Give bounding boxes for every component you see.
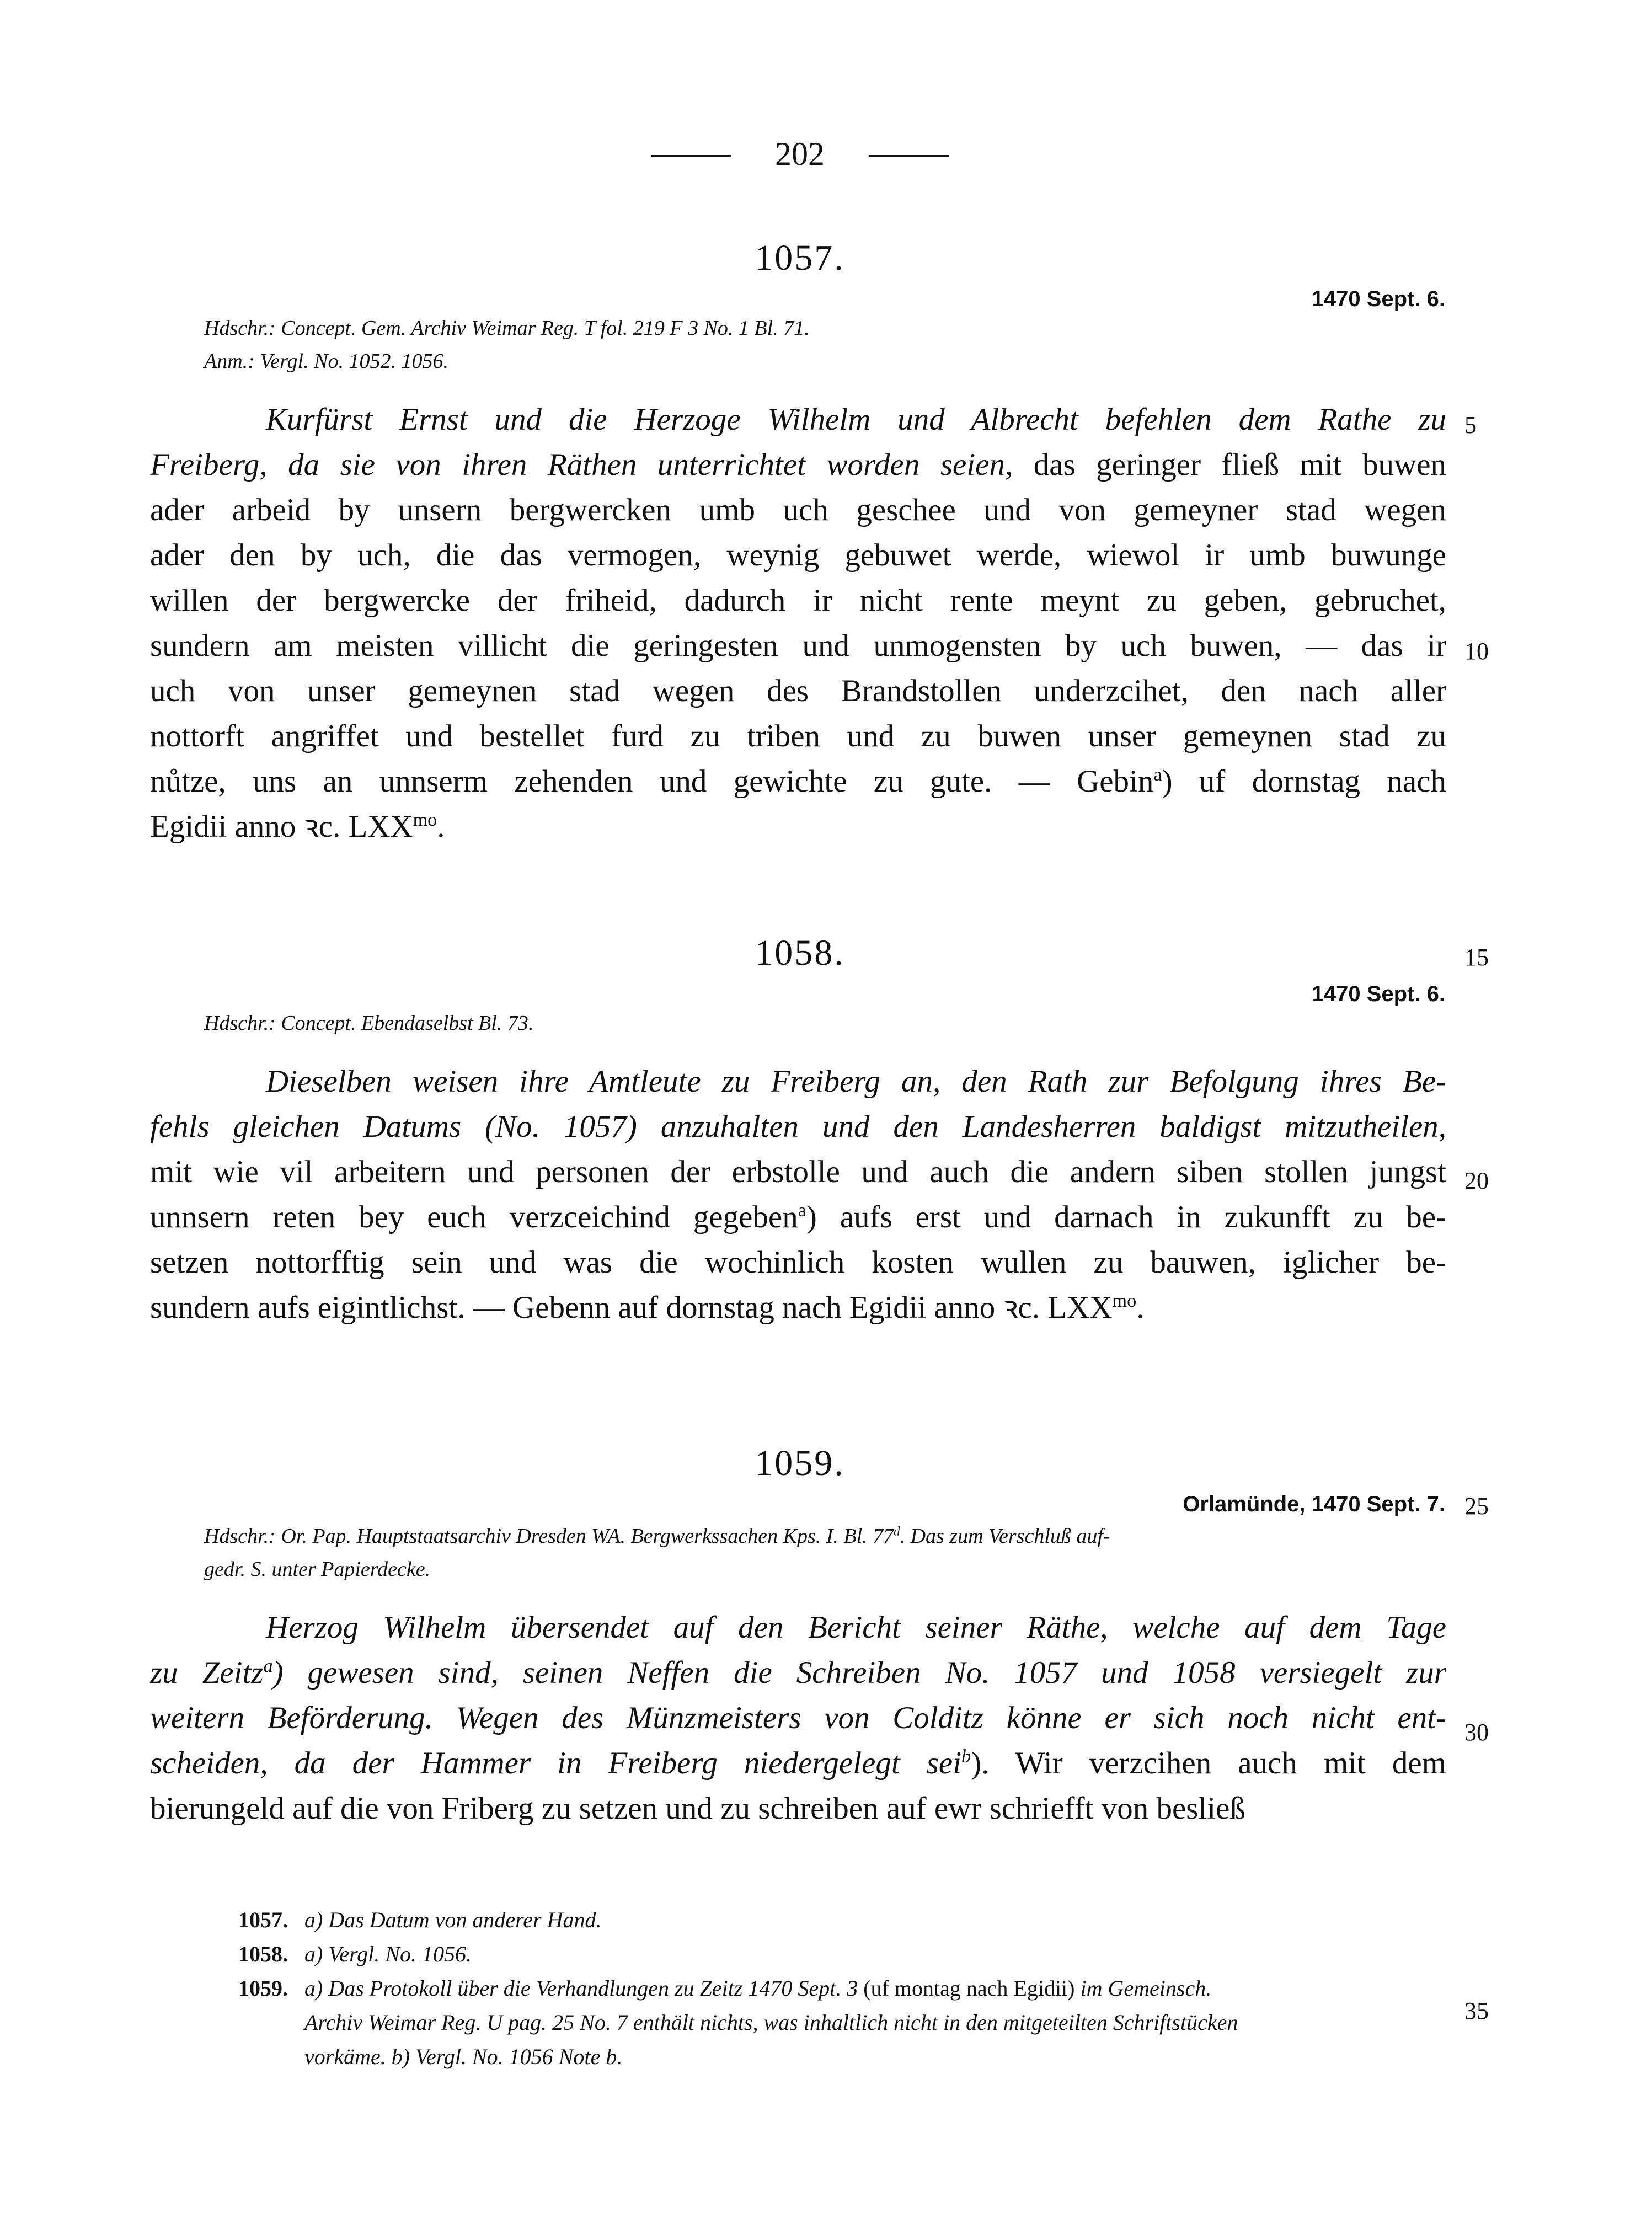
text-span: ) uf dornstag nach	[1162, 764, 1446, 799]
text-span: scheiden, da der Hammer in Freiberg niedergelegt sei	[150, 1746, 962, 1781]
text-line: weitern Beförderung. Wegen des Münzmeisters von Colditz könne er sich noch nicht ent-	[150, 1701, 1446, 1735]
entry-number-1059: 1059.	[755, 1443, 845, 1483]
footnote-key: 1057.	[238, 1907, 288, 1932]
text-line: sundern am meisten villicht die geringesten und unmogensten by uch buwen, — das ir	[150, 628, 1446, 663]
text-span: ). Wir verzcihen auch mit dem	[971, 1746, 1447, 1781]
source-1057	[204, 312, 1462, 378]
footnote-marker: a	[263, 1656, 273, 1676]
entry-number-1057: 1057.	[755, 238, 845, 278]
text-line: uch von unser gemeynen stad wegen des Brandstollen underzcihet, den nach aller	[150, 673, 1446, 708]
footnote-key: 1059.	[238, 1976, 288, 2001]
footnotes	[238, 1903, 1479, 2074]
body-1057	[150, 397, 1446, 849]
source-1059	[204, 1520, 1462, 1586]
source-line: Hdschr.: Concept. Ebendaselbst Bl. 73.	[204, 1012, 534, 1035]
line-number: 20	[1464, 1167, 1489, 1194]
superscript: mo	[1112, 1291, 1137, 1311]
text-line: ader den by uch, die das vermogen, weynig gebuwet werde, wiewol ir umb buwunge	[150, 538, 1446, 573]
text-line: fehls gleichen Datums (No. 1057) anzuhalten und den Landesherren baldigst mitzutheilen,	[150, 1109, 1446, 1144]
text-span: sundern aufs eigintlichst. — Gebenn auf dornstag nach Egidii anno ꝛc. LXX	[150, 1290, 1113, 1325]
text-line: Kurfürst Ernst und die Herzoge Wilhelm und Albrecht befehlen dem Rathe zu	[266, 402, 1446, 437]
text-span: .	[437, 809, 445, 844]
entry-date-1058: 1470 Sept. 6.	[1311, 982, 1445, 1006]
footnote-text: a) Vergl. No. 1056.	[304, 1942, 472, 1966]
text-span: . Das zum Verschluß auf-	[900, 1525, 1110, 1548]
page-number: 202	[775, 136, 825, 172]
italic-span: Freiberg, da sie von ihren Räthen unterrichtet worden seien,	[150, 447, 1013, 482]
line-number: 25	[1464, 1493, 1489, 1520]
source-1058	[204, 1007, 1462, 1040]
footnote-continuation: Archiv Weimar Reg. U pag. 25 No. 7 enthält nichts, was inhaltlich nicht in den mitgeteilten Schriftstücken	[304, 2010, 1238, 2035]
footnote-1058	[238, 1937, 1479, 1971]
text-line: Herzog Wilhelm übersendet auf den Bericht seiner Räthe, welche auf dem Tage	[266, 1610, 1446, 1645]
text-span: unnsern reten bey euch verzceichind gegeben	[150, 1200, 798, 1234]
text-span: zu Zeitz	[150, 1655, 264, 1690]
footnote-text: a) Das Datum von anderer Hand.	[304, 1907, 602, 1932]
text-span: das geringer fließ mit buwen	[1013, 447, 1446, 482]
text-span: nůtze, uns an unnserm zehenden und gewichte zu gute. — Gebin	[150, 764, 1154, 799]
entry-number-1058: 1058.	[755, 933, 845, 973]
superscript: d	[894, 1524, 900, 1538]
body-1058	[150, 1059, 1446, 1330]
text-span: ) gewesen sind, seinen Neffen die Schreiben No. 1057 und 1058 versiegelt zur	[272, 1655, 1446, 1690]
header-rule-left	[651, 155, 731, 157]
text-line: Dieselben weisen ihre Amtleute zu Freiberg an, den Rath zur Befolgung ihres Be-	[266, 1064, 1446, 1099]
header-rule-right	[869, 155, 949, 157]
source-line: Anm.: Vergl. No. 1052. 1056.	[204, 350, 448, 373]
footnote-marker: b	[961, 1746, 971, 1767]
entry-date-1059: Orlamünde, 1470 Sept. 7.	[1183, 1492, 1445, 1516]
text-line: mit wie vil arbeitern und personen der erbstolle und auch die andern siben stollen jungst	[150, 1154, 1446, 1189]
source-line: gedr. S. unter Papierdecke.	[204, 1558, 431, 1581]
footnote-1057	[238, 1903, 1479, 1937]
footnote-text: im Gemeinsch.	[1080, 1976, 1212, 2001]
text-line: setzen nottorfftig sein und was die wochinlich kosten wullen zu bauwen, iglicher be-	[150, 1245, 1446, 1280]
text-span: .	[1136, 1290, 1145, 1325]
text-line	[150, 1741, 1446, 1786]
footnote-text: (uf montag nach Egidii)	[863, 1976, 1075, 2001]
text-span: Egidii anno ꝛc. LXX	[150, 809, 413, 844]
line-number: 10	[1464, 638, 1489, 665]
text-line: bierungeld auf die von Friberg zu setzen und zu schreiben auf ewr schriefft von besließ	[150, 1791, 1245, 1826]
footnote-1059	[238, 1971, 1479, 2006]
text-line: willen der bergwercke der friheid, dadurch ir nicht rente meynt zu geben, gebruchet,	[150, 583, 1446, 618]
footnote-marker: a	[1153, 765, 1162, 785]
text-line	[150, 1285, 1446, 1330]
footnote-text: a) Das Protokoll über die Verhandlungen zu Zeitz 1470 Sept. 3	[304, 1976, 858, 2001]
footnote-key: 1058.	[238, 1942, 288, 1966]
line-number: 35	[1464, 1997, 1489, 2024]
page-header	[651, 135, 949, 173]
text-span: ) aufs erst und darnach in zukunfft zu be-	[806, 1200, 1446, 1234]
source-line	[204, 1520, 1462, 1553]
superscript: mo	[413, 810, 437, 830]
text-line	[150, 1650, 1446, 1696]
body-1059	[150, 1605, 1446, 1831]
line-number: 30	[1464, 1719, 1489, 1746]
text-line: ader arbeid by unsern bergwercken umb uch geschee und von gemeyner stad wegen	[150, 493, 1446, 527]
text-line	[150, 1195, 1446, 1240]
text-line	[150, 804, 1446, 849]
source-line: Hdschr.: Concept. Gem. Archiv Weimar Reg. T fol. 219 F 3 No. 1 Bl. 71.	[204, 317, 810, 340]
text-line: nottorft angriffet und bestellet furd zu triben und zu buwen unser gemeynen stad zu	[150, 719, 1446, 753]
line-number: 15	[1464, 944, 1489, 971]
footnote-marker: a	[798, 1200, 806, 1221]
text-span: Hdschr.: Or. Pap. Hauptstaatsarchiv Dresden WA. Bergwerkssachen Kps. I. Bl. 77	[204, 1525, 894, 1548]
entry-date-1057: 1470 Sept. 6.	[1311, 287, 1445, 311]
text-line	[150, 759, 1446, 804]
text-line	[150, 442, 1446, 488]
line-number: 5	[1464, 411, 1477, 439]
footnote-continuation: vorkäme. b) Vergl. No. 1056 Note b.	[304, 2044, 623, 2069]
